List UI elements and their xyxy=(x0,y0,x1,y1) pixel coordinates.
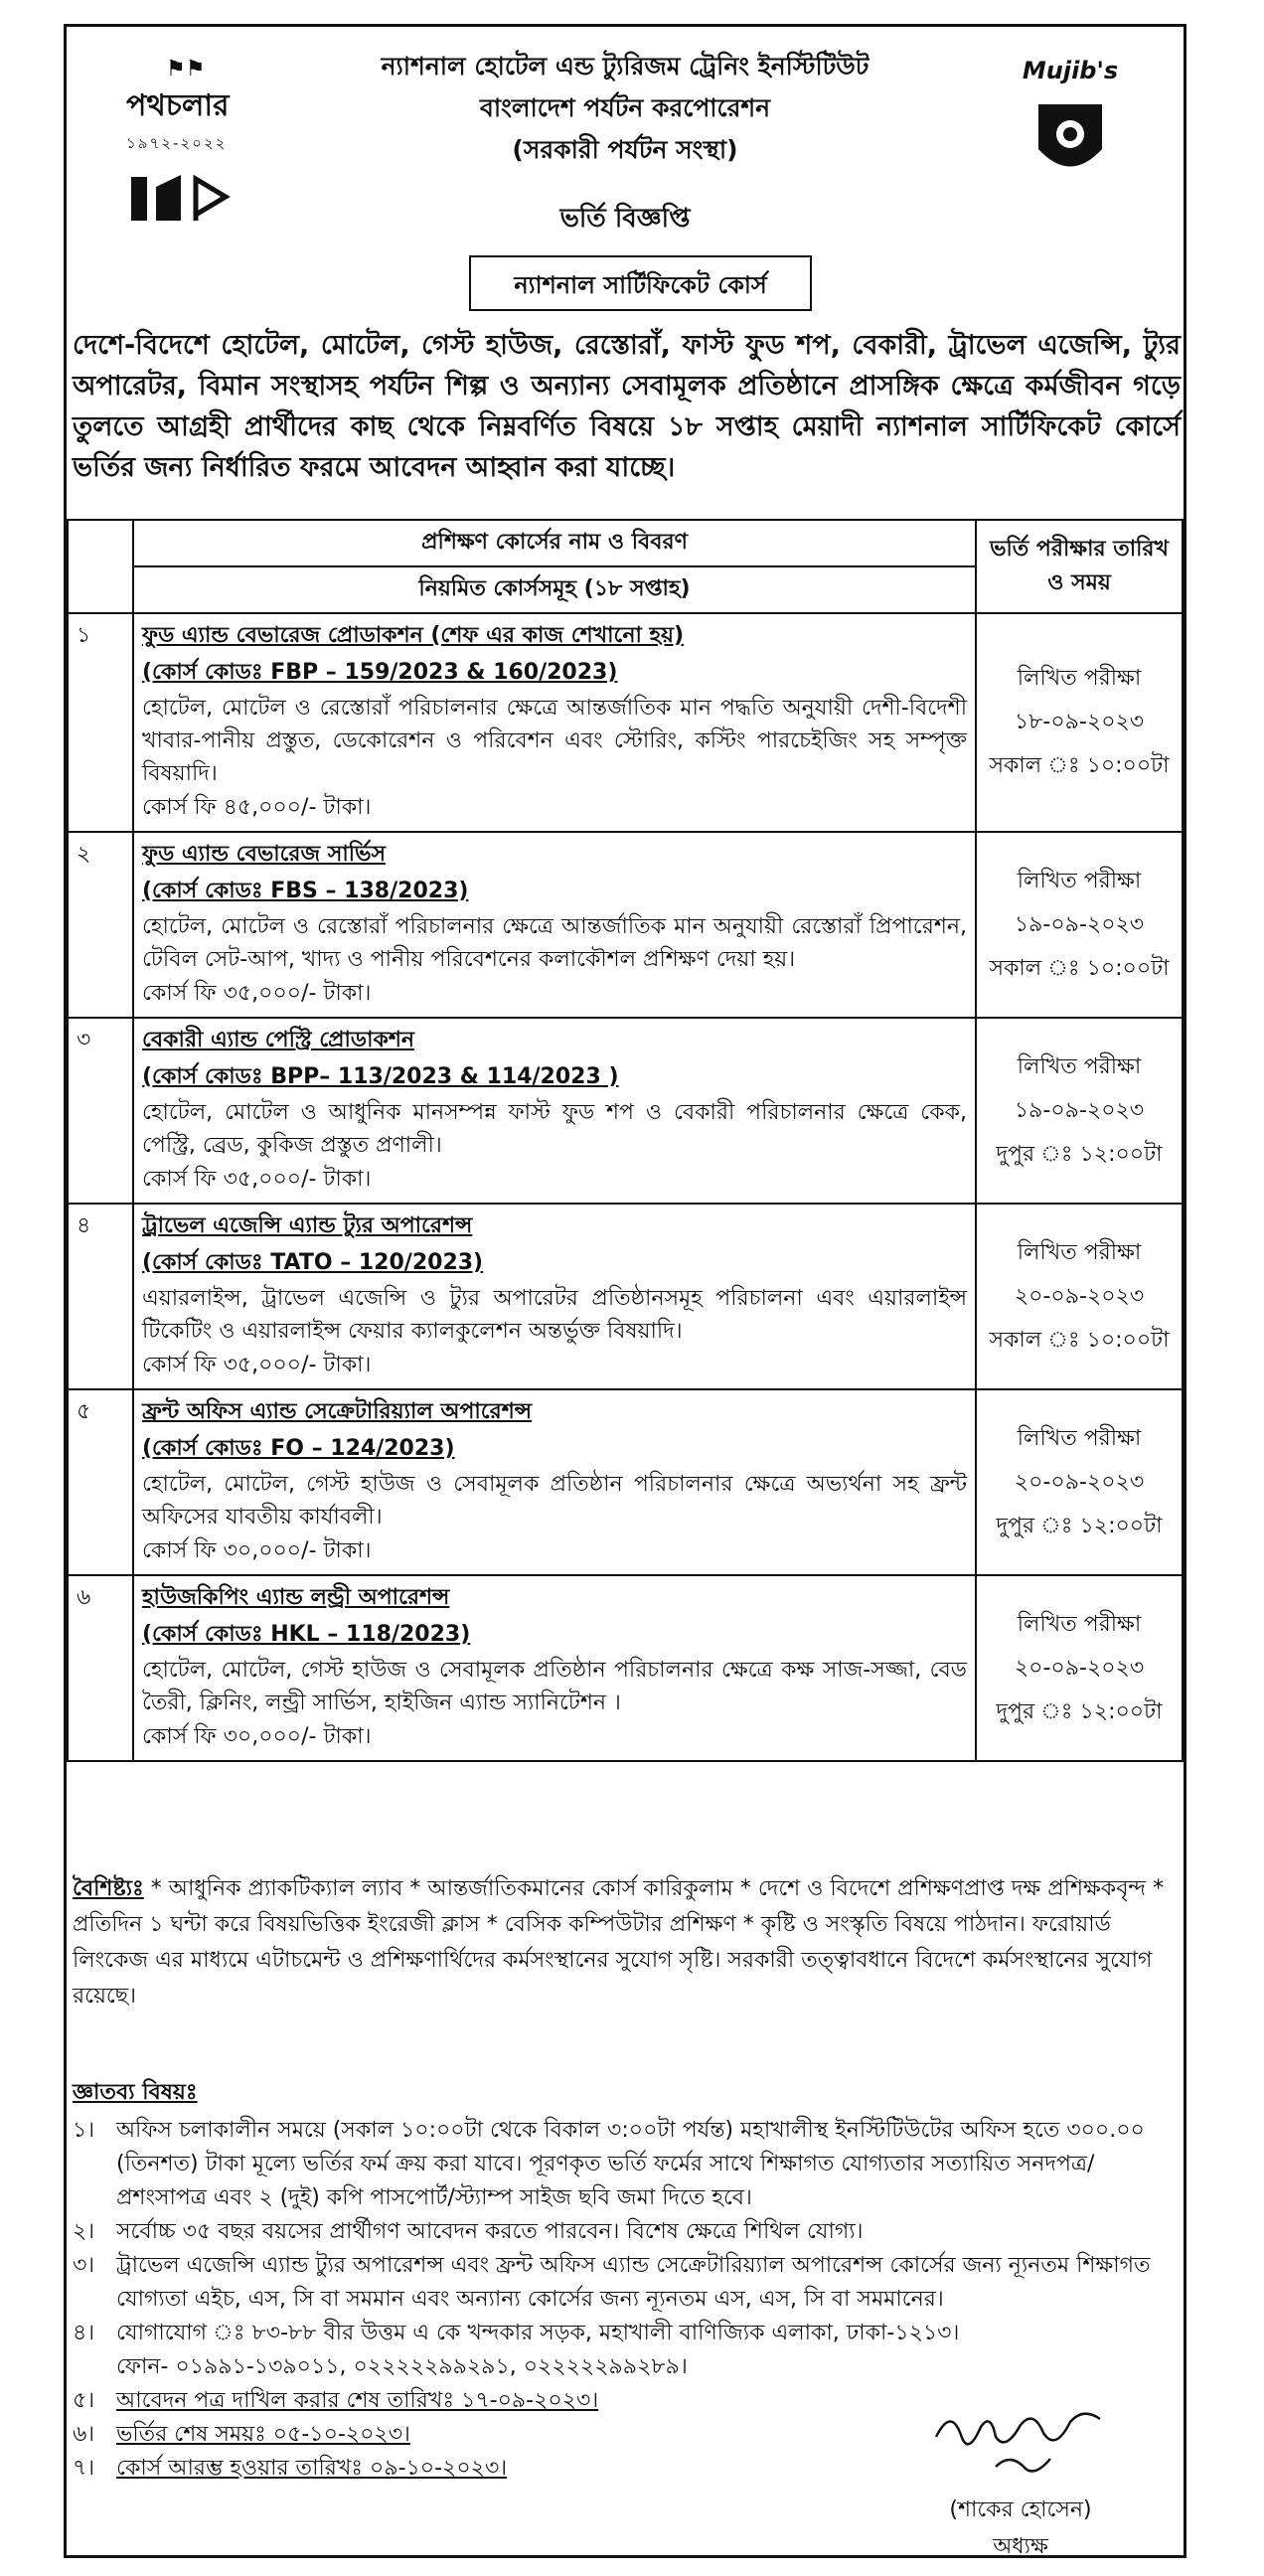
exam-time: সকাল ঃ ১০:০০টা xyxy=(989,753,1170,778)
course-description: হোটেল, মোটেল ও রেস্তোরাঁ পরিচালনার ক্ষেত্রে আন্তর্জাতিক মান পদ্ধতি অনুযায়ী দেশী-বিদেশী খাবার-পানীয় প্রস্তুত, ডেকোরেশন ও পরিবেশন এবং স্টোরিং, কস্টিং পারচেইজিং সহ সম্পৃক্ত বিষয়াদি। xyxy=(142,696,967,786)
course-cell xyxy=(133,832,976,1018)
notice-sheet xyxy=(64,24,1186,2558)
course-cell xyxy=(133,1018,976,1204)
note-body xyxy=(116,2418,410,2452)
signatory-name: (শাকের হোসেন) xyxy=(949,2497,1092,2522)
col-sub-header: নিয়মিত কোর্সসমূহ (১৮ সপ্তাহ) xyxy=(133,566,976,613)
table-row xyxy=(68,1389,1183,1575)
exam-cell xyxy=(976,1389,1183,1575)
col-course-header: প্রশিক্ষণ কোর্সের নাম ও বিবরণ xyxy=(133,520,976,566)
note-text: ভর্তির শেষ সময়ঃ ০৫-১০-২০২৩। xyxy=(116,2422,410,2447)
course-name: ফুড এ্যান্ড বেভারেজ প্রোডাকশন (শেফ এর কাজ শেখানো হয়) xyxy=(142,623,685,648)
note-number: ২। xyxy=(73,2219,95,2244)
exam-type: লিখিত পরীক্ষা xyxy=(1017,1053,1142,1079)
course-fee: কোর্স ফি ৩০,০০০/- টাকা। xyxy=(142,1538,372,1563)
features-label: বৈশিষ্ট্যঃ xyxy=(73,1876,144,1901)
note-text: অফিস চলাকালীন সময়ে (সকাল ১০:০০টা থেকে বিকাল ৩:০০টা পর্যন্ত) মহাখালীস্থ ইনস্টিটিউটের অফিস হতে ৩০০.০০ (তিনশত) টাকা মূল্যে ভর্তির ফর্ম ক্রয় করা যাবে। পূরণকৃত ভর্তি ফর্মের সাথে শিক্ষাগত যোগ্যতার সত্যায়িত সনদপত্র/প্রশংসাপত্র এবং ২ (দুই) কপি পাসপোর্ট/স্ট্যাম্প সাইজ ছবি জমা দিতে হবে। xyxy=(116,2118,1145,2210)
exam-date: ২০-০৯-২০২৩ xyxy=(1014,1469,1145,1495)
row-serial: ৫ xyxy=(68,1389,133,1575)
course-description: হোটেল, মোটেল ও রেস্তোরাঁ পরিচালনার ক্ষেত্রে আন্তর্জাতিক মান অনুযায়ী রেস্তোরাঁ প্রিপারেশন, টেবিল সেট-আপ, খাদ্য ও পানীয় পরিবেশনের কলাকৌশল প্রশিক্ষণ দেয়া হয়। xyxy=(142,914,967,972)
sl-header xyxy=(68,520,133,613)
note-item xyxy=(73,2249,1176,2317)
exam-type: লিখিত পরীক্ষা xyxy=(1017,666,1142,691)
note-body xyxy=(116,2215,864,2249)
table-row xyxy=(68,1575,1183,1761)
table-row xyxy=(68,1204,1183,1389)
note-number: ৪। xyxy=(73,2321,95,2345)
course-fee: কোর্স ফি ৩৫,০০০/- টাকা। xyxy=(142,1353,372,1377)
course-code: (কোর্স কোডঃ BPP– 113/2023 & 114/2023 ) xyxy=(142,1064,619,1089)
logo-left-years: ১৯৭২-২০২২ xyxy=(126,134,228,152)
flag-icon: ⚑⚑ xyxy=(166,57,206,81)
exam-date: ১৯-০৯-২০২৩ xyxy=(1014,1097,1145,1123)
table-header-row xyxy=(68,520,1183,566)
course-fee: কোর্স ফি ৩০,০০০/- টাকা। xyxy=(142,1724,372,1749)
row-serial: ১ xyxy=(68,613,133,832)
row-serial: ৪ xyxy=(68,1204,133,1389)
note-text: আবেদন পত্র দাখিল করার শেষ তারিখঃ ১৭-০৯-২০২৩। xyxy=(116,2388,599,2413)
intro-paragraph: দেশে-বিদেশে হোটেল, মোটেল, গেস্ট হাউজ, রেস্তোরাঁ, ফাস্ট ফুড শপ, বেকারী, ট্রাভেল এজেন্সি, ট্যুর অপারেটর, বিমান সংস্থাসহ পর্যটন শিল্প ও অন্যান্য সেবামূলক প্রতিষ্ঠানে প্রাসঙ্গিক ক্ষেত্রে কর্মজীবন গড়ে তুলতে আগ্রহী প্রার্থীদের কাছ থেকে নিম্নবর্ণিত বিষয়ে ১৮ সপ্তাহ মেয়াদী ন্যাশনাল সার্টিফিকেট কোর্সে ভর্তির জন্য নির্ধারিত ফরমে আবেদন আহ্বান করা যাচ্ছে। xyxy=(73,330,1181,483)
exam-time: দুপুর ঃ ১২:০০টা xyxy=(996,1141,1163,1167)
note-number: ৫। xyxy=(73,2388,95,2413)
course-code: (কোর্স কোডঃ TATO – 120/2023) xyxy=(142,1250,484,1275)
exam-time: সকাল ঃ ১০:০০টা xyxy=(989,955,1170,981)
handwritten-signature xyxy=(926,2397,1115,2487)
signatory-title: অধ্যক্ষ xyxy=(993,2534,1048,2559)
exam-cell xyxy=(976,832,1183,1018)
exam-cell xyxy=(976,1575,1183,1761)
note-number: ১। xyxy=(73,2118,95,2143)
note-text: ট্রাভেল এজেন্সি এ্যান্ড ট্যুর অপারেশন্স এবং ফ্রন্ট অফিস এ্যান্ড সেক্রেটারিয়্যাল অপারেশন্স কোর্সের জন্য ন্যূনতম শিক্ষাগত যোগ্যতা এইচ, এস, সি বা সমমান এবং অন্যান্য কোর্সের জন্য ন্যূনতম এস, এস, সি বা সমমানের। xyxy=(116,2253,1151,2312)
note-item xyxy=(73,2317,1176,2384)
features-section xyxy=(73,1871,1176,2014)
note-number: ৩। xyxy=(73,2253,95,2278)
course-cell xyxy=(133,613,976,832)
course-description: এয়ারলাইন্স, ট্রাভেল এজেন্সি ও ট্যুর অপারেটর প্রতিষ্ঠানসমূহ পরিচালনা এবং এয়ারলাইন্স টিকেটিং ও এয়ারলাইন্স ফেয়ার ক্যালকুলেশন অন্তর্ভুক্ত বিষয়াদি। xyxy=(142,1286,967,1344)
col-date-header: ভর্তি পরীক্ষার তারিখ ও সময় xyxy=(976,520,1183,613)
signature-block xyxy=(921,2397,1120,2566)
note-subtext: ফোন- ০১৯৯১-১৩৯০১১, ০২২২২২৯৯২৯১, ০২২২২২৯৯২৮৯। xyxy=(116,2354,688,2379)
course-fee: কোর্স ফি ৪৫,০০০/- টাকা। xyxy=(142,795,372,820)
note-body xyxy=(116,2452,507,2486)
course-name: হাউজকিপিং এ্যান্ড লন্ড্রী অপারেশন্স xyxy=(142,1585,450,1610)
exam-time: সকাল ঃ ১০:০০টা xyxy=(989,1327,1170,1353)
course-fee: কোর্স ফি ৩৫,০০০/- টাকা। xyxy=(142,981,372,1006)
corporation-name: বাংলাদেশ পর্যটন করপোরেশন xyxy=(479,93,771,122)
course-description: হোটেল, মোটেল, গেস্ট হাউজ ও সেবামূলক প্রতিষ্ঠান পরিচালনার ক্ষেত্রে কক্ষ সাজ-সজ্জা, বেড তৈরী, ক্লিনিং, লন্ড্রী সার্ভিস, হাইজিন এ্যান্ড স্যানিটেশন । xyxy=(142,1658,967,1715)
institute-name: ন্যাশনাল হোটেল এন্ড ট্যুরিজম ট্রেনিং ইনস্টিটিউট xyxy=(381,52,869,80)
note-body xyxy=(116,2114,1176,2215)
exam-cell xyxy=(976,1018,1183,1204)
course-name: ফ্রন্ট অফিস এ্যান্ড সেক্রেটারিয়্যাল অপারেশন্স xyxy=(142,1399,533,1424)
exam-date: ২০-০৯-২০২৩ xyxy=(1014,1283,1145,1309)
exam-cell xyxy=(976,613,1183,832)
row-serial: ৬ xyxy=(68,1575,133,1761)
note-number: ৬। xyxy=(73,2422,95,2447)
logo-left-word: পথচলার xyxy=(126,88,230,123)
course-code: (কোর্স কোডঃ FO – 124/2023) xyxy=(142,1436,455,1461)
course-code: (কোর্স কোডঃ FBP – 159/2023 & 160/2023) xyxy=(142,660,618,685)
exam-time: দুপুর ঃ ১২:০০টা xyxy=(996,1513,1163,1538)
exam-time: দুপুর ঃ ১২:০০টা xyxy=(996,1698,1163,1724)
logo-right-word: Mujib's xyxy=(1022,57,1119,84)
note-text: সর্বোচ্চ ৩৫ বছর বয়সের প্রার্থীগণ আবেদন করতে পারবেন। বিশেষ ক্ষেত্রে শিথিল যোগ্য। xyxy=(116,2219,864,2244)
table-row xyxy=(68,832,1183,1018)
course-cell xyxy=(133,1389,976,1575)
exam-type: লিখিত পরীক্ষা xyxy=(1017,868,1142,893)
exam-type: লিখিত পরীক্ষা xyxy=(1017,1611,1142,1637)
row-serial: ৩ xyxy=(68,1018,133,1204)
note-text: কোর্স আরম্ভ হওয়ার তারিখঃ ০৯-১০-২০২৩। xyxy=(116,2456,508,2481)
course-description: হোটেল, মোটেল ও আধুনিক মানসম্পন্ন ফাস্ট ফুড শপ ও বেকারী পরিচালনার ক্ষেত্রে কেক, পেস্ট্রি, ব্রেড, কুকিজ প্রস্তুত প্রণালী। xyxy=(142,1100,967,1158)
course-name: বেকারী এ্যান্ড পেস্ট্রি প্রোডাকশন xyxy=(142,1028,415,1052)
note-number: ৭। xyxy=(73,2456,95,2481)
notes-label: জ্ঞাতব্য বিষয়ঃ xyxy=(73,2080,198,2105)
gov-org-label: (সরকারী পর্যটন সংস্থা) xyxy=(512,135,738,164)
exam-date: ১৯-০৯-২০২৩ xyxy=(1014,911,1145,937)
features-text: * আধুনিক প্র্যাকটিক্যাল ল্যাব * আন্তর্জাতিকমানের কোর্স কারিকুলাম * দেশে ও বিদেশে প্রশিক্ষণপ্রাপ্ত দক্ষ প্রশিক্ষকবৃন্দ * প্রতিদিন ১ ঘন্টা করে বিষয়ভিত্তিক ইংরেজী ক্লাস * বেসিক কম্পিউটার প্রশিক্ষণ * কৃষ্টি ও সংস্কৃতি বিষয়ে পাঠদান। ফরোয়ার্ড লিংকেজ এর মাধ্যমে এটাচমেন্ট ও প্রশিক্ষণার্থিদের কর্মসংস্থানের সুযোগ সৃষ্টি। সরকারী তত্ত্বাবধানে বিদেশে কর্মসংস্থানের সুযোগ রয়েছে। xyxy=(73,1876,1165,2009)
exam-type: লিখিত পরীক্ষা xyxy=(1017,1425,1142,1451)
notice-title: ভর্তি বিজ্ঞপ্তি xyxy=(559,204,691,234)
course-name: ট্রাভেল এজেন্সি এ্যান্ড ট্যুর অপারেশন্স xyxy=(142,1213,473,1238)
note-item xyxy=(73,2114,1176,2215)
note-body xyxy=(116,2317,959,2384)
note-body xyxy=(116,2384,598,2418)
exam-date: ২০-০৯-২০২৩ xyxy=(1014,1655,1145,1681)
row-serial: ২ xyxy=(68,832,133,1018)
note-body xyxy=(116,2249,1176,2317)
exam-type: লিখিত পরীক্ষা xyxy=(1017,1239,1142,1265)
course-code: (কোর্স কোডঃ FBS – 138/2023) xyxy=(142,879,469,903)
course-code: (কোর্স কোডঃ HKL – 118/2023) xyxy=(142,1622,471,1647)
course-name: ফুড এ্যান্ড বেভারেজ সার্ভিস xyxy=(142,842,387,867)
course-cell xyxy=(133,1575,976,1761)
course-table xyxy=(67,519,1184,1762)
table-row xyxy=(68,613,1183,832)
course-cell xyxy=(133,1204,976,1389)
table-row xyxy=(68,1018,1183,1204)
note-item xyxy=(73,2215,1176,2249)
course-fee: কোর্স ফি ৩৫,০০০/- টাকা। xyxy=(142,1167,372,1192)
exam-cell xyxy=(976,1204,1183,1389)
note-text: যোগাযোগ ঃ ৮৩-৮৮ বীর উত্তম এ কে খন্দকার সড়ক, মহাখালী বাণিজ্যিক এলাকা, ঢাকা-১২১৩। xyxy=(116,2321,960,2345)
exam-date: ১৮-০৯-২০২৩ xyxy=(1014,710,1145,734)
course-description: হোটেল, মোটেল, গেস্ট হাউজ ও সেবামূলক প্রতিষ্ঠান পরিচালনার ক্ষেত্রে অভ্যর্থনা সহ ফ্রন্ট অফিসের যাবতীয় কার্যাবলী। xyxy=(142,1472,967,1530)
course-type-box: ন্যাশনাল সার্টিফিকেট কোর্স xyxy=(469,255,812,311)
